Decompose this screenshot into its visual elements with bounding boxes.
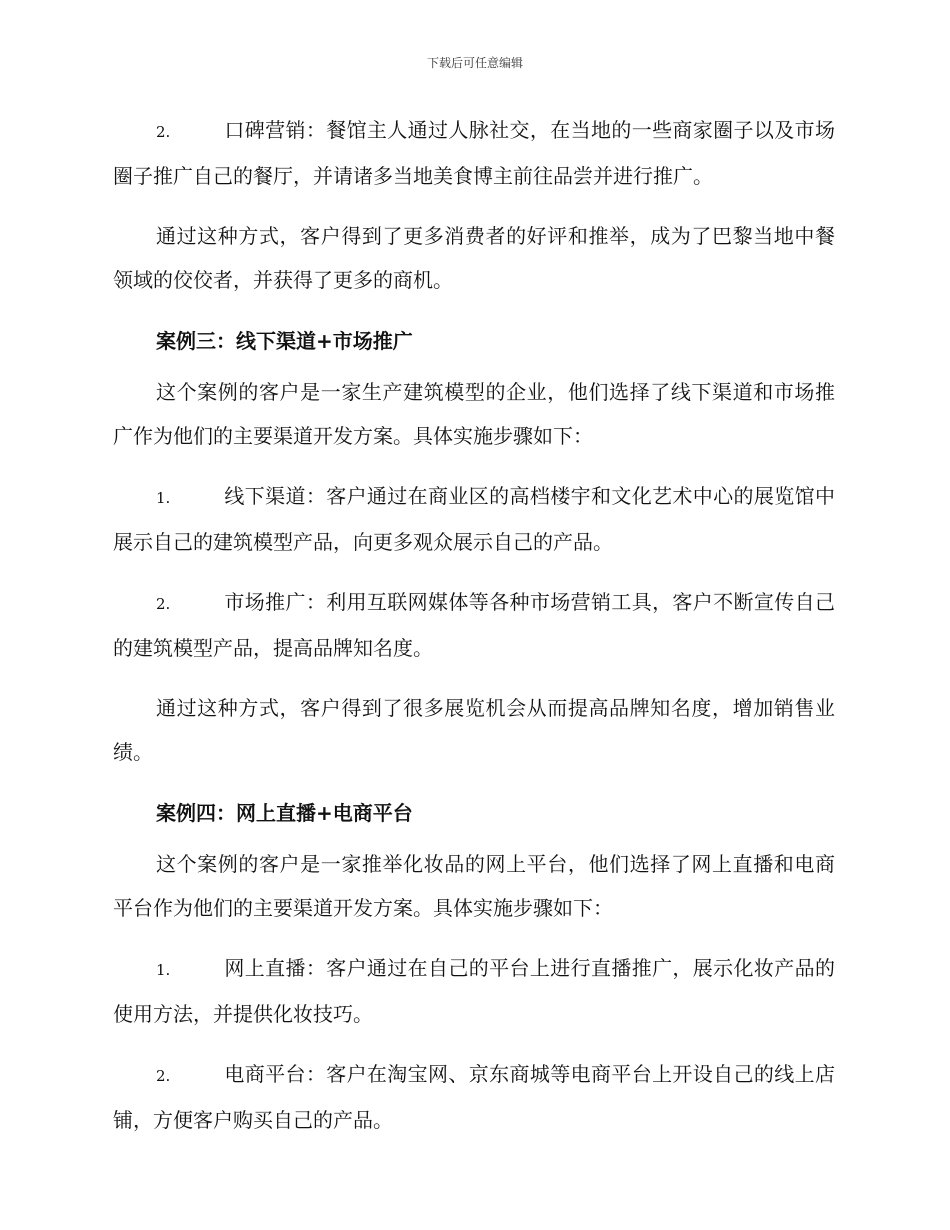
- list-text: 线下渠道：客户通过在商业区的高档楼宇和文化艺术中心的展览馆中展示自己的建筑模型产品，向更多观众展示自己的产品。: [113, 484, 835, 554]
- list-number: 2.: [156, 1067, 171, 1085]
- list-number: 1.: [156, 489, 171, 507]
- list-number: 2.: [156, 595, 171, 613]
- list-item: [113, 108, 835, 198]
- document-body: [113, 108, 835, 1158]
- list-text: 口碑营销：餐馆主人通过人脉社交，在当地的一些商家圈子以及市场圈子推广自己的餐厅，并请诸多当地美食博主前往品尝并进行推广。: [113, 118, 835, 188]
- paragraph: 通过这种方式，客户得到了很多展览机会从而提高品牌知名度，增加销售业绩。: [113, 696, 835, 764]
- page-header: 下载后可任意编辑: [426, 56, 523, 70]
- section-heading-case-4: 案例四：网上直播+电商平台: [156, 801, 413, 825]
- list-number: 1.: [156, 961, 171, 979]
- paragraph: 这个案例的客户是一家推举化妆品的网上平台，他们选择了网上直播和电商平台作为他们的主要渠道开发方案。具体实施步骤如下：: [113, 852, 835, 920]
- list-text: 电商平台：客户在淘宝网、京东商城等电商平台上开设自己的线上店铺，方便客户购买自己的产品。: [113, 1062, 835, 1132]
- paragraph: 这个案例的客户是一家生产建筑模型的企业，他们选择了线下渠道和市场推广作为他们的主要渠道开发方案。具体实施步骤如下：: [113, 380, 835, 448]
- list-item: [113, 580, 835, 670]
- list-text: 市场推广：利用互联网媒体等各种市场营销工具，客户不断宣传自己的建筑模型产品，提高品牌知名度。: [113, 590, 835, 660]
- list-text: 网上直播：客户通过在自己的平台上进行直播推广，展示化妆产品的使用方法，并提供化妆技巧。: [113, 956, 835, 1026]
- section-heading-case-3: 案例三：线下渠道+市场推广: [156, 329, 413, 353]
- paragraph: 通过这种方式，客户得到了更多消费者的好评和推举，成为了巴黎当地中餐领域的佼佼者，并获得了更多的商机。: [113, 224, 835, 292]
- list-number: 2.: [156, 123, 171, 141]
- list-item: [113, 474, 835, 564]
- list-item: [113, 946, 835, 1036]
- list-item: [113, 1052, 835, 1142]
